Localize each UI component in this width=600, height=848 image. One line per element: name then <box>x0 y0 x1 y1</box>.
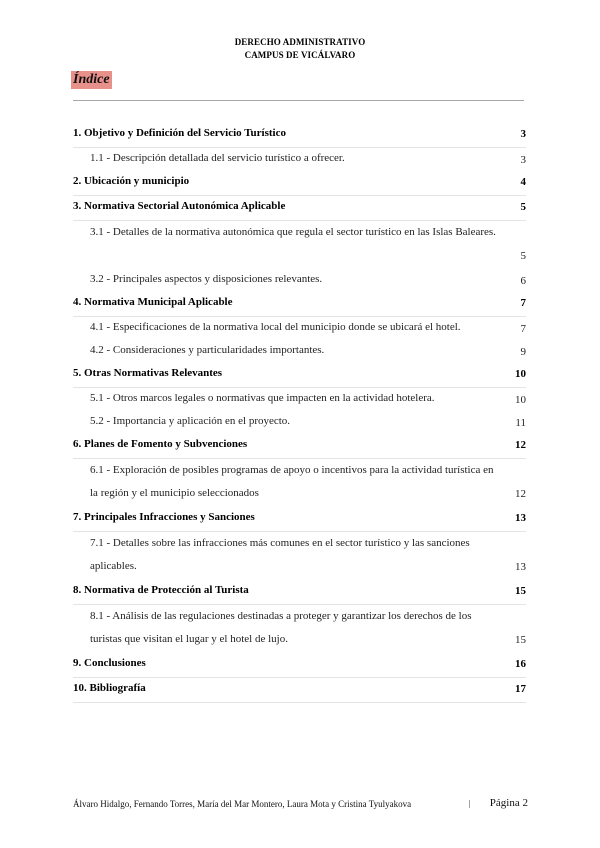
toc-entry-page: 13 <box>515 561 526 573</box>
toc-entry-page: 7 <box>520 297 526 309</box>
title-divider <box>73 100 524 101</box>
toc-section-entry[interactable] <box>73 123 526 148</box>
toc-subsection-entry[interactable] <box>73 411 526 434</box>
toc-subsection-entry[interactable] <box>73 148 526 171</box>
toc-entry-page: 17 <box>515 683 526 695</box>
toc-entry-title: 6. Planes de Fomento y Subvenciones <box>73 438 248 450</box>
toc-entry-title: 5.2 - Importancia y aplicación en el proyecto. <box>90 415 291 427</box>
toc-section-entry[interactable] <box>73 363 526 388</box>
footer-authors: Álvaro Hidalgo, Fernando Torres, María del Mar Montero, Laura Mota y Cristina Tyulyakova <box>73 799 412 809</box>
toc-entry-page: 12 <box>515 488 526 500</box>
toc-section-entry[interactable] <box>73 678 526 703</box>
toc-entry-page: 13 <box>515 512 526 524</box>
toc-entry-page: 12 <box>515 439 526 451</box>
toc-entry-title: 1. Objetivo y Definición del Servicio Turístico <box>73 127 286 139</box>
toc-section-entry[interactable] <box>73 653 526 678</box>
toc-entry-page: 5 <box>520 250 526 262</box>
toc-subsection-entry[interactable] <box>73 605 526 653</box>
toc-entry-title: 3.1 - Detalles de la normativa autonómica que regula el sector turístico en las Islas Baleares. <box>90 226 496 238</box>
toc-entry-title: 4. Normativa Municipal Aplicable <box>73 296 233 308</box>
toc-subsection-entry[interactable] <box>73 317 526 340</box>
toc-entry-page: 4 <box>520 176 526 188</box>
toc-section-entry[interactable] <box>73 171 526 196</box>
toc-entry-page: 10 <box>515 394 526 406</box>
toc-entry-title: 6.1 - Exploración de posibles programas de apoyo o incentivos para la actividad turística en la región y el municipio seleccionados <box>90 464 494 499</box>
toc-entry-page: 7 <box>520 323 526 335</box>
toc-entry-title: 2. Ubicación y municipio <box>73 175 190 187</box>
toc-entry-page: 11 <box>515 417 526 429</box>
footer-separator: | <box>469 799 471 808</box>
toc-entry-page: 9 <box>520 346 526 358</box>
toc-entry-title: 7. Principales Infracciones y Sanciones <box>73 511 255 523</box>
toc-entry-title: 1.1 - Descripción detallada del servicio turístico a ofrecer. <box>90 152 345 164</box>
toc-entry-title: 4.2 - Consideraciones y particularidades importantes. <box>90 344 325 356</box>
toc-section-entry[interactable] <box>73 580 526 605</box>
toc-section-entry[interactable] <box>73 292 526 317</box>
toc-subsection-entry[interactable] <box>73 459 526 507</box>
header-campus: CAMPUS DE VICÁLVARO <box>244 50 356 60</box>
toc-entry-title: 7.1 - Detalles sobre las infracciones más comunes en el sector turístico y las sanciones aplicables. <box>90 537 470 572</box>
toc-entry-page: 3 <box>520 154 526 166</box>
toc-section-entry[interactable] <box>73 507 526 532</box>
toc-entry-title: 10. Bibliografía <box>73 682 146 694</box>
toc-subsection-entry[interactable] <box>73 532 526 580</box>
toc-entry-page: 15 <box>515 585 526 597</box>
toc-entry-title: 8. Normativa de Protección al Turista <box>73 584 249 596</box>
toc-section-entry[interactable] <box>73 434 526 459</box>
toc-subsection-entry[interactable] <box>73 221 526 269</box>
toc-section-entry[interactable] <box>73 196 526 221</box>
toc-entry-page: 16 <box>515 658 526 670</box>
toc-subsection-entry[interactable] <box>73 388 526 411</box>
toc-entry-page: 5 <box>520 201 526 213</box>
toc-entry-title: 3.2 - Principales aspectos y disposiciones relevantes. <box>90 273 323 285</box>
toc-entry-page: 10 <box>515 368 526 380</box>
toc-subsection-entry[interactable] <box>73 269 526 292</box>
toc-entry-title: 9. Conclusiones <box>73 657 146 669</box>
toc-entry-title: 5.1 - Otros marcos legales o normativas que impacten en la actividad hotelera. <box>90 392 435 404</box>
toc-entry-title: 5. Otras Normativas Relevantes <box>73 367 223 379</box>
toc-subsection-entry[interactable] <box>73 340 526 363</box>
toc-entry-page: 6 <box>520 275 526 287</box>
toc-entry-page: 3 <box>520 128 526 140</box>
toc-entry-title: 3. Normativa Sectorial Autonómica Aplicable <box>73 200 286 212</box>
header-course: DERECHO ADMINISTRATIVO <box>234 37 366 47</box>
footer-page-number: Página 2 <box>489 797 528 809</box>
table-of-contents <box>73 123 526 703</box>
toc-entry-page: 15 <box>515 634 526 646</box>
toc-entry-title: 4.1 - Especificaciones de la normativa local del municipio donde se ubicará el hotel. <box>90 321 461 333</box>
document-header <box>0 36 600 62</box>
toc-entry-title: 8.1 - Análisis de las regulaciones destinadas a proteger y garantizar los derechos de los turistas que visitan el lugar y el hotel de lujo. <box>90 610 472 645</box>
index-title: Índice <box>73 72 110 87</box>
